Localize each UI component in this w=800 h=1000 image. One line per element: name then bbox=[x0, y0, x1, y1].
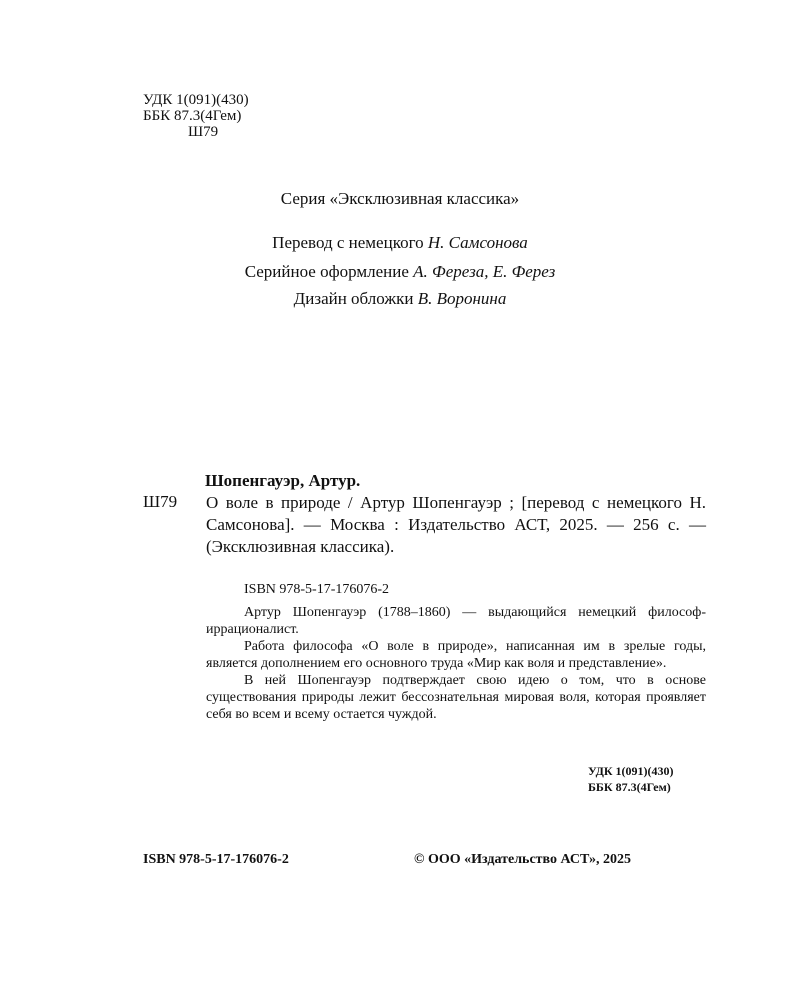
credit-role: Перевод с немецкого bbox=[272, 233, 424, 252]
author-heading: Шопенгауэр, Артур. bbox=[205, 471, 361, 490]
udk-code: УДК 1(091)(430) bbox=[143, 92, 249, 108]
credit-series-design bbox=[0, 262, 800, 282]
credit-person: Н. Самсонова bbox=[427, 233, 528, 252]
shelf-mark: Ш79 bbox=[143, 492, 178, 511]
bbk-code: ББК 87.3(4Гем) bbox=[143, 108, 242, 124]
annotation-paragraph: Работа философа «О воле в природе», написанная им в зрелые годы, является дополнением его основного труда «Мир как воля и представление». bbox=[206, 639, 706, 671]
annotation-paragraph: В ней Шопенгауэр подтверждает свою идею о том, что в основе существования природы лежит бессознательная мировая воля, которая проявляет себя во всем и всему остается чуждой. bbox=[206, 673, 706, 722]
copyright-notice: © ООО «Издательство АСТ», 2025 bbox=[414, 852, 632, 867]
credit-translation bbox=[0, 233, 800, 253]
isbn-record: ISBN 978-5-17-176076-2 bbox=[244, 582, 390, 597]
credit-person: В. Воронина bbox=[417, 289, 507, 308]
credit-role: Серийное оформление bbox=[244, 262, 409, 281]
footer-isbn: ISBN 978-5-17-176076-2 bbox=[143, 852, 289, 867]
record-udk: УДК 1(091)(430) bbox=[588, 764, 674, 778]
annotation bbox=[206, 604, 706, 723]
record-bbk: ББК 87.3(4Гем) bbox=[588, 780, 671, 794]
series-line: Серия «Эксклюзивная классика» bbox=[280, 189, 520, 208]
record-classification bbox=[588, 763, 674, 795]
credit-person: А. Фереза, Е. Ферез bbox=[413, 262, 556, 281]
author-mark: Ш79 bbox=[188, 124, 219, 140]
credit-cover-design bbox=[0, 289, 800, 309]
bibliographic-description: О воле в природе / Артур Шопенгауэр ; [перевод с немецкого Н. Самсонова]. — Москва : Издательство АСТ, 2025. — 256 с. — (Эксклюзивная классика). bbox=[206, 493, 706, 556]
classification-codes bbox=[143, 92, 249, 140]
annotation-paragraph: Артур Шопенгауэр (1788–1860) — выдающийся немецкий философ-иррационалист. bbox=[206, 605, 706, 637]
credit-role: Дизайн обложки bbox=[293, 289, 414, 308]
